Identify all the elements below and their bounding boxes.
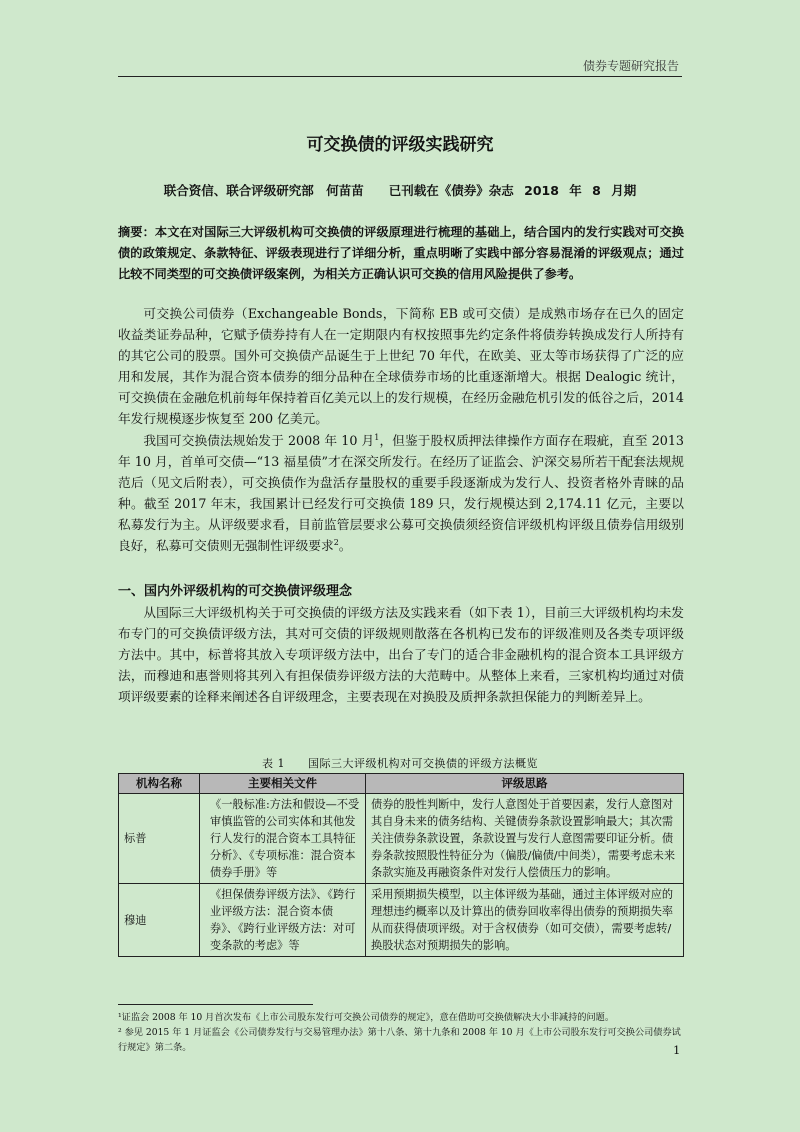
header-rule (118, 76, 682, 77)
table-row (119, 884, 684, 957)
section-heading: 一、国内外评级机构的可交换债评级理念 (118, 584, 353, 599)
footnote-2: ² 参见 2015 年 1 月证监会《公司债券发行与交易管理办法》第十八条、第十九条和 2008 年 10 月《上市公司股东发行可交换公司债券试行规定》第二条。 (118, 1027, 681, 1053)
cell-logic: 债券的股性判断中，发行人意图处于首要因素，发行人意图对其自身未来的债务结构、关键债券条款设置影响最大；其次需关注债券条款设置，条款设置与发行人意图需要印证分析。债券条款按照股性特征分为（偏股/偏债/中间类），需要考虑未来条款实施及再融资条件对发行人偿债压力的影响。 (366, 794, 684, 884)
article-title: 可交换债的评级实践研究 (306, 135, 494, 155)
cell-documents: 《一般标准:方法和假设—不受审慎监管的公司实体和其他发行人发行的混合资本工具特征分析》、《专项标准：混合资本债券手册》等 (200, 794, 366, 884)
intro-section (118, 303, 684, 556)
cell-institution: 穆迪 (119, 884, 200, 957)
report-series-label: 债券专题研究报告 (582, 59, 679, 73)
intro-paragraph-1: 可交换公司债券（Exchangeable Bonds，下简称 EB 或可交债）是成熟市场存在已久的固定收益类证券品种，它赋予债券持有人在一定期限内有权按照事先约定条件将债券转换成发行人所持有的其它公司的股票。国外可交换债产品诞生于上世纪 70 年代，在欧美、亚太等市场获得了广泛的应用和发展，其作为混合资本债券的细分品种在全球债券市场的比重逐渐增大。根据 Dealogic 统计，可交换债在金融危机前每年保持着百亿美元以上的发行规模，在经历金融危机引发的低谷之后，2014 年发行规模逐步恢复至 200 亿美元。 (118, 306, 684, 427)
footnote-1: ¹证监会 2008 年 10 月首次发布《上市公司股东发行可交换公司债券的规定》，意在借助可交换债解决大小非减持的问题。 (118, 1012, 615, 1023)
intro-paragraph-2-part-c: 。 (338, 538, 352, 554)
cell-institution: 标普 (119, 794, 200, 884)
footnote-rule (118, 1004, 313, 1005)
column-header-institution: 机构名称 (119, 774, 200, 794)
table-header-row (119, 774, 684, 794)
byline: 联合资信、联合评级研究部 何苗苗 已刊载在《债券》杂志 2018 年 8 月期 (163, 183, 637, 198)
cell-documents: 《担保债券评级方法》、《跨行业评级方法：混合资本债券》、《跨行业评级方法：对可变条款的考虑》等 (200, 884, 366, 957)
footnote-ref-1[interactable]: 1 (374, 432, 380, 442)
section-1-paragraph: 从国际三大评级机构关于可交换债的评级方法及实践来看（如下表 1），目前三大评级机构均未发布专门的可交换债评级方法，其对可交债的评级规则散落在各机构已发布的评级准则及各类专项评级方法中。其中，标普将其放入专项评级方法中，出台了专门的适合非金融机构的混合资本工具评级方法，而穆迪和惠誉则将其列入有担保债券评级方法的大范畴中。从整体上来看，三家机构均通过对债项评级要素的诠释来阐述各自评级理念，主要表现在对换股及质押条款担保能力的判断差异上。 (118, 605, 684, 705)
column-header-logic: 评级思路 (366, 774, 684, 794)
intro-paragraph-2-part-b: ，但鉴于股权质押法律操作方面存在瑕疵，直至 2013 年 10 月，首单可交债—“13 福星债”才在深交所发行。在经历了证监会、沪深交易所若干配套法规规范后（见文后附表），可交换债作为盘活存量股权的重要手段逐渐成为发行人、投资者格外青睐的品种。截至 2017 年末，我国累计已经发行可交换债 189 只，发行规模达到 2,174.11 亿元，主要以私募发行为主。从评级要求看，目前监管层要求公募可交换债须经资信评级机构评级且债券信用级别良好，私募可交债则无强制性评级要求 (118, 432, 684, 554)
abstract: 摘要：本文在对国际三大评级机构可交换债的评级原理进行梳理的基础上，结合国内的发行实践对可交换债的政策规定、条款特征、评级表现进行了详细分析，重点明晰了实践中部分容易混淆的评级观点；通过比较不同类型的可交换债评级案例，为相关方正确认识可交换的信用风险提供了参考。 (118, 225, 684, 281)
footnotes (118, 1010, 684, 1055)
table-caption: 表 1 国际三大评级机构对可交换债的评级方法概览 (262, 757, 538, 770)
section-1-body (118, 602, 684, 707)
cell-logic: 采用预期损失模型，以主体评级为基础，通过主体评级对应的理想违约概率以及计算出的债券回收率得出债券的预期损失率从而获得债项评级。对于含权债券（如可交债），需要考虑转/换股状态对预期损失的影响。 (366, 884, 684, 957)
table-row (119, 794, 684, 884)
page-number: 1 (673, 1043, 681, 1057)
intro-paragraph-2-part-a: 我国可交换债法规始发于 2008 年 10 月 (143, 432, 375, 448)
rating-methods-table (118, 773, 684, 957)
intro-paragraph-2 (118, 430, 684, 557)
footnote-ref-2[interactable]: 2 (333, 537, 339, 547)
column-header-documents: 主要相关文件 (200, 774, 366, 794)
